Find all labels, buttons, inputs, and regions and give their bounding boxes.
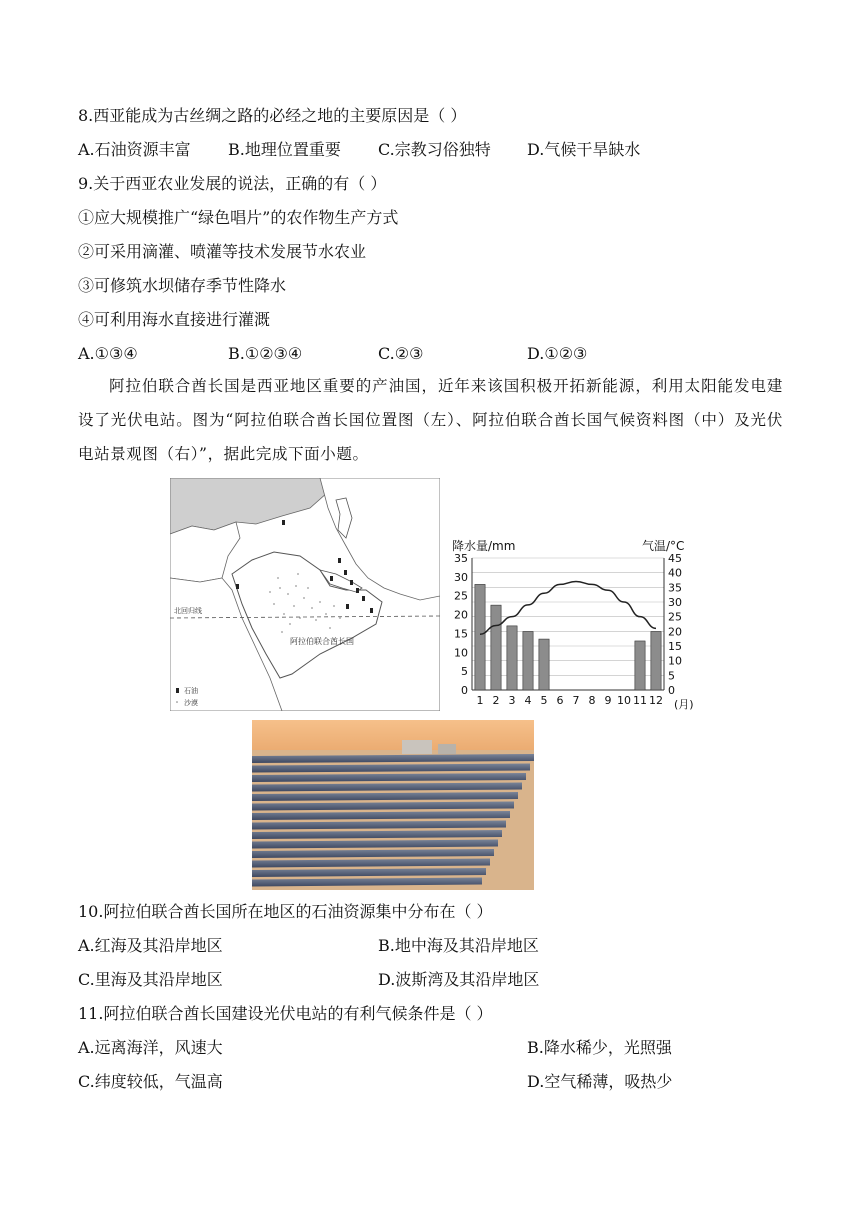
precipitation-bar — [475, 584, 485, 690]
y-right-tick-label: 35 — [668, 581, 682, 595]
x-tick-label: 8 — [588, 694, 596, 707]
q9-option-a[interactable]: A.①③④ — [78, 344, 138, 363]
tropic-label: 北回归线 — [174, 607, 202, 615]
x-tick-label: 9 — [604, 694, 612, 707]
x-tick-label: 2 — [492, 694, 500, 707]
q11-option-c[interactable]: C.纬度较低，气温高 — [78, 1072, 223, 1091]
x-tick-label: 5 — [540, 694, 548, 707]
solar-station-photo — [252, 720, 534, 890]
y-right-tick-label: 10 — [668, 654, 682, 668]
ylabel-left: 降水量/mm — [452, 539, 516, 553]
q9-option-b[interactable]: B.①②③④ — [228, 344, 303, 363]
y-right-tick-label: 45 — [668, 552, 682, 565]
y-right-tick-label: 0 — [668, 684, 675, 697]
y-right-tick-label: 5 — [668, 669, 675, 683]
q9-item-3: ③可修筑水坝储存季节性降水 — [78, 276, 287, 295]
desert-legend-icon — [176, 701, 178, 703]
month-unit-label: (月) — [674, 698, 694, 711]
x-tick-label: 11 — [633, 694, 647, 707]
q10-option-b[interactable]: B.地中海及其沿岸地区 — [378, 936, 539, 955]
q11-stem: 11.阿拉伯联合酋长国建设光伏电站的有利气候条件是（ ） — [78, 1004, 493, 1023]
q9-option-d[interactable]: D.①②③ — [527, 344, 588, 363]
precipitation-bar — [507, 626, 517, 690]
q9-item-4: ④可利用海水直接进行灌溉 — [78, 310, 271, 329]
y-right-tick-label: 30 — [668, 596, 682, 609]
q10-option-c[interactable]: C.里海及其沿岸地区 — [78, 970, 223, 989]
q10-option-a[interactable]: A.红海及其沿岸地区 — [78, 936, 223, 955]
x-tick-label: 7 — [572, 694, 580, 707]
ylabel-right: 气温/°C — [642, 539, 685, 553]
q8-option-b[interactable]: B.地理位置重要 — [228, 140, 341, 159]
y-left-tick-label: 35 — [454, 552, 468, 565]
q8-option-d[interactable]: D.气候干旱缺水 — [527, 140, 641, 159]
precipitation-bar — [635, 641, 645, 690]
intro-paragraph: 阿拉伯联合酋长国是西亚地区重要的产油国，近年来该国积极开拓新能源，利用太阳能发电建设了光伏电站。图为“阿拉伯联合酋长国位置图（左）、阿拉伯联合酋长国气候资料图（中）及光伏电站景观图（右）”，据此完成下面小题。 — [78, 377, 783, 463]
y-left-tick-label: 30 — [454, 570, 468, 584]
location-map — [170, 478, 440, 711]
y-left-tick-label: 20 — [454, 608, 468, 622]
y-left-tick-label: 15 — [454, 627, 468, 641]
q8-option-c[interactable]: C.宗教习俗独特 — [378, 140, 491, 159]
x-tick-label: 10 — [617, 694, 631, 707]
q11-option-a[interactable]: A.远离海洋，风速大 — [78, 1038, 223, 1057]
x-tick-label: 6 — [556, 694, 564, 707]
q11-option-d[interactable]: D.空气稀薄，吸热少 — [527, 1072, 673, 1091]
y-left-tick-label: 10 — [454, 646, 468, 660]
y-left-tick-label: 0 — [461, 684, 468, 697]
x-tick-label: 3 — [508, 694, 516, 707]
q10-stem: 10.阿拉伯联合酋长国所在地区的石油资源集中分布在（ ） — [78, 902, 493, 921]
x-tick-label: 12 — [649, 694, 663, 707]
q8-option-a[interactable]: A.石油资源丰富 — [78, 140, 191, 159]
legend-oil-label: 石油 — [184, 687, 198, 695]
q9-stem: 9.关于西亚农业发展的说法，正确的有（ ） — [78, 174, 387, 193]
q9-item-2: ②可采用滴灌、喷灌等技术发展节水农业 — [78, 242, 367, 261]
q9-item-1: ①应大规模推广“绿色唱片”的农作物生产方式 — [78, 208, 399, 227]
q9-option-c[interactable]: C.②③ — [378, 344, 424, 363]
precipitation-bar — [523, 632, 533, 690]
q8-stem: 8.西亚能成为古丝绸之路的必经之地的主要原因是（ ） — [78, 106, 467, 125]
precipitation-bar — [491, 605, 501, 690]
y-left-tick-label: 5 — [461, 665, 468, 679]
legend-desert-label: 沙漠 — [184, 699, 198, 707]
x-tick-label: 4 — [524, 694, 532, 707]
uae-label: 阿拉伯联合酋长国 — [290, 637, 354, 646]
climate-chart — [446, 530, 696, 715]
y-right-tick-label: 25 — [668, 610, 682, 624]
x-tick-label: 1 — [476, 694, 484, 707]
temperature-line — [480, 581, 656, 634]
q10-option-d[interactable]: D.波斯湾及其沿岸地区 — [378, 970, 540, 989]
y-right-tick-label: 15 — [668, 640, 682, 653]
q11-option-b[interactable]: B.降水稀少，光照强 — [527, 1038, 672, 1057]
precipitation-bar — [651, 632, 661, 690]
y-right-tick-label: 40 — [668, 566, 682, 580]
y-right-tick-label: 20 — [668, 625, 682, 639]
precipitation-bar — [539, 639, 549, 690]
y-left-tick-label: 25 — [454, 589, 468, 603]
oil-legend-icon — [176, 688, 179, 693]
